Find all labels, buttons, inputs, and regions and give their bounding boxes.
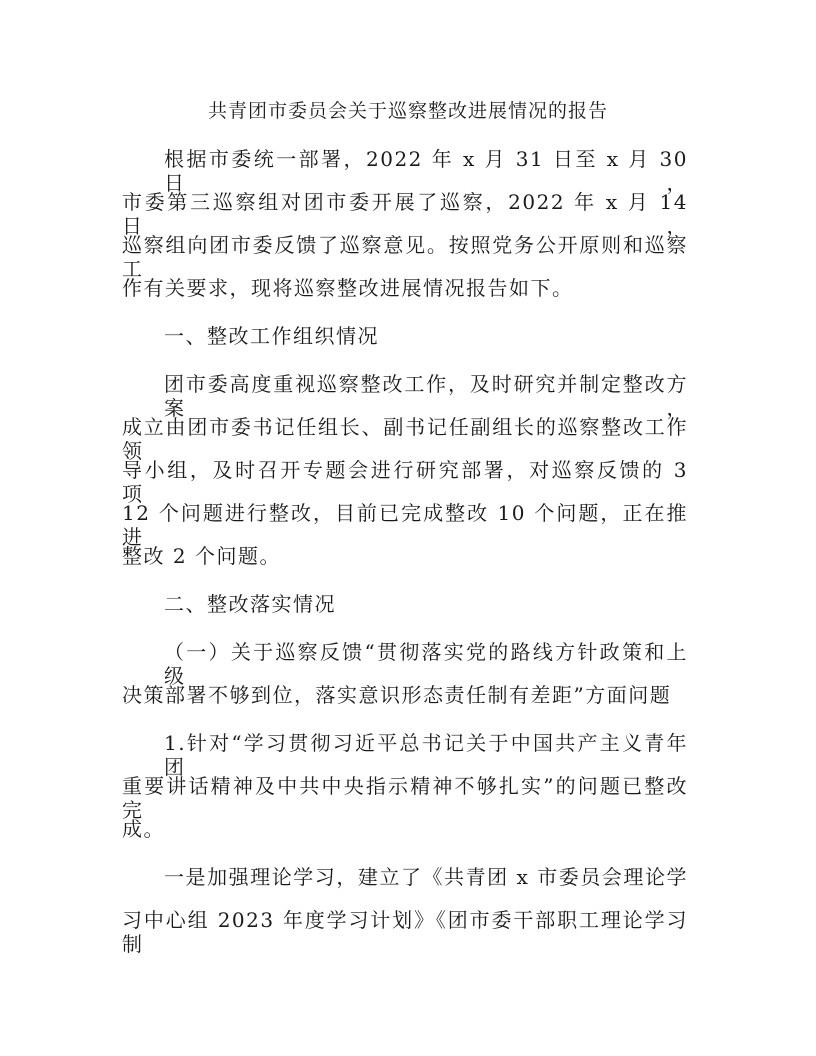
paragraph-line: 一是加强理论学习，建立了《共青团 x 市委员会理论学	[164, 865, 688, 889]
paragraph-line: 成立由团市委书记任组长、副书记任副组长的巡察整改工作领	[122, 415, 688, 463]
paragraph-line: 团市委高度重视巡察整改工作，及时研究并制定整改方案，	[164, 372, 688, 420]
paragraph-line: 根据市委统一部署，2022 年 x 月 31 日至 x 月 30 日，	[164, 147, 688, 195]
paragraph-line: 巡察组向团市委反馈了巡察意见。按照党务公开原则和巡察工	[122, 233, 688, 281]
paragraph-line: 12 个问题进行整改，目前已完成整改 10 个问题，正在推进	[122, 501, 688, 549]
paragraph-line: 整改 2 个问题。	[122, 544, 281, 568]
subsection-heading: 决策部署不够到位，落实意识形态责任制有差距”方面问题	[122, 683, 672, 707]
paragraph-line: 习中心组 2023 年度学习计划》《团市委干部职工理论学习制	[122, 908, 688, 956]
paragraph-line: 导小组，及时召开专题会进行研究部署，对巡察反馈的 3 项	[122, 458, 688, 506]
document-title: 共青团市委员会关于巡察整改进展情况的报告	[207, 100, 608, 122]
section-heading: 二、整改落实情况	[164, 592, 336, 616]
subsection-heading: （一）关于巡察反馈“贯彻落实党的路线方针政策和上级	[164, 640, 688, 688]
paragraph-line: 重要讲话精神及中共中央指示精神不够扎实”的问题已整改完	[122, 774, 688, 822]
section-heading: 一、整改工作组织情况	[164, 324, 379, 348]
paragraph-line: 1.针对“学习贯彻习近平总书记关于中国共产主义青年团	[164, 731, 688, 779]
paragraph-line: 市委第三巡察组对团市委开展了巡察，2022 年 x 月 14 日，	[122, 190, 688, 238]
paragraph-line: 作有关要求，现将巡察整改进展情况报告如下。	[122, 276, 574, 300]
paragraph-line: 成。	[122, 817, 165, 841]
